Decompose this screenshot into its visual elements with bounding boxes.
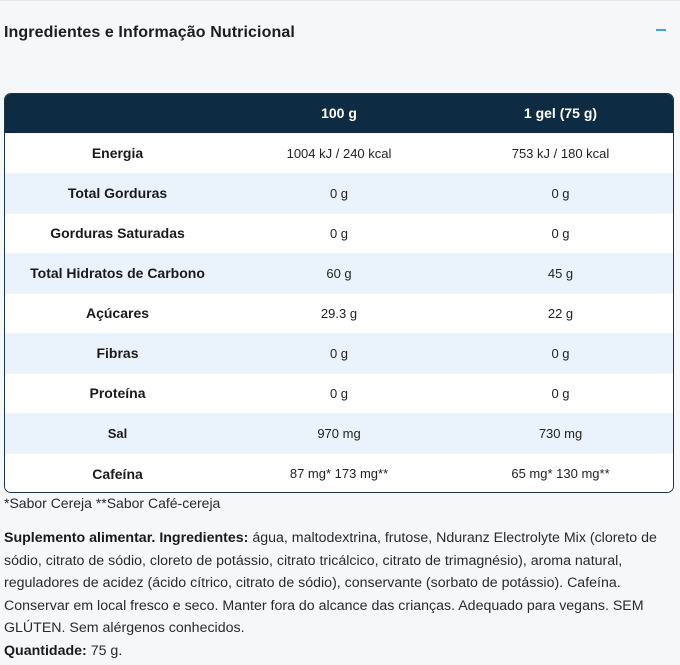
quantity-value: 75 g.	[86, 642, 123, 659]
row-label: Cafeína	[5, 453, 230, 493]
value-per-gel: 22 g	[448, 293, 673, 333]
row-label: Total Hidratos de Carbono	[5, 253, 230, 293]
header-per-100g: 100 g	[321, 105, 357, 122]
value-per-100g: 0 g	[230, 333, 448, 373]
table-header-row	[5, 94, 673, 133]
table-row	[5, 213, 673, 253]
value-per-100g: 970 mg	[230, 413, 448, 453]
value-per-gel: 0 g	[448, 213, 673, 253]
supplement-lead: Suplemento alimentar. Ingredientes:	[4, 530, 249, 546]
accordion-header[interactable]	[0, 14, 680, 52]
value-per-100g: 87 mg* 173 mg**	[230, 453, 448, 493]
table-row	[5, 253, 673, 293]
row-label: Energia	[5, 133, 230, 173]
row-label: Gorduras Saturadas	[5, 213, 230, 253]
value-per-gel: 65 mg* 130 mg**	[448, 453, 673, 493]
nutrition-table	[5, 94, 673, 493]
value-per-100g: 29.3 g	[230, 293, 448, 333]
section-title: Ingredientes e Informação Nutricional	[4, 24, 295, 41]
nutrition-table-container	[4, 93, 674, 493]
header-per-gel: 1 gel (75 g)	[523, 105, 598, 122]
table-row	[5, 453, 673, 493]
value-per-gel: 0 g	[448, 173, 673, 213]
table-row	[5, 293, 673, 333]
value-per-gel: 753 kJ / 180 kcal	[448, 133, 673, 173]
ingredients-text: água, maltodextrina, frutose, Nduranz Electrolyte Mix (cloreto de sódio, citrato de sódio, cloreto de potássio, citrato tricálcico, citrato de trimagnésio), aroma natural, reguladores de acidez (ácido cítrico, citrato de sódio), conservante (sorbato de potássio). Cafeína. Conservar em local fresco e seco. Manter fora do alcance das crianças. Adequado para vegans. SEM GLÚTEN. Sem alérgenos conhecidos.	[4, 530, 657, 636]
value-per-gel: 730 mg	[448, 413, 673, 453]
value-per-100g: 1004 kJ / 240 kcal	[230, 133, 448, 173]
value-per-gel: 45 g	[448, 253, 673, 293]
quantity-label: Quantidade:	[4, 642, 87, 659]
product-description	[4, 527, 676, 662]
top-divider	[0, 0, 680, 1]
table-row	[5, 133, 673, 173]
table-row	[5, 413, 673, 453]
table-row	[5, 173, 673, 213]
minus-icon[interactable]	[656, 29, 666, 31]
row-label: Total Gorduras	[5, 173, 230, 213]
header-label-cell	[5, 94, 230, 133]
value-per-100g: 0 g	[230, 213, 448, 253]
value-per-100g: 60 g	[230, 253, 448, 293]
value-per-100g: 0 g	[230, 373, 448, 413]
row-label: Sal	[5, 413, 230, 453]
row-label: Fibras	[5, 333, 230, 373]
value-per-100g: 0 g	[230, 173, 448, 213]
value-per-gel: 0 g	[448, 373, 673, 413]
flavor-footnote: *Sabor Cereja **Sabor Café-cereja	[4, 495, 221, 511]
row-label: Açúcares	[5, 293, 230, 333]
table-row	[5, 333, 673, 373]
table-row	[5, 373, 673, 413]
row-label: Proteína	[5, 373, 230, 413]
value-per-gel: 0 g	[448, 333, 673, 373]
